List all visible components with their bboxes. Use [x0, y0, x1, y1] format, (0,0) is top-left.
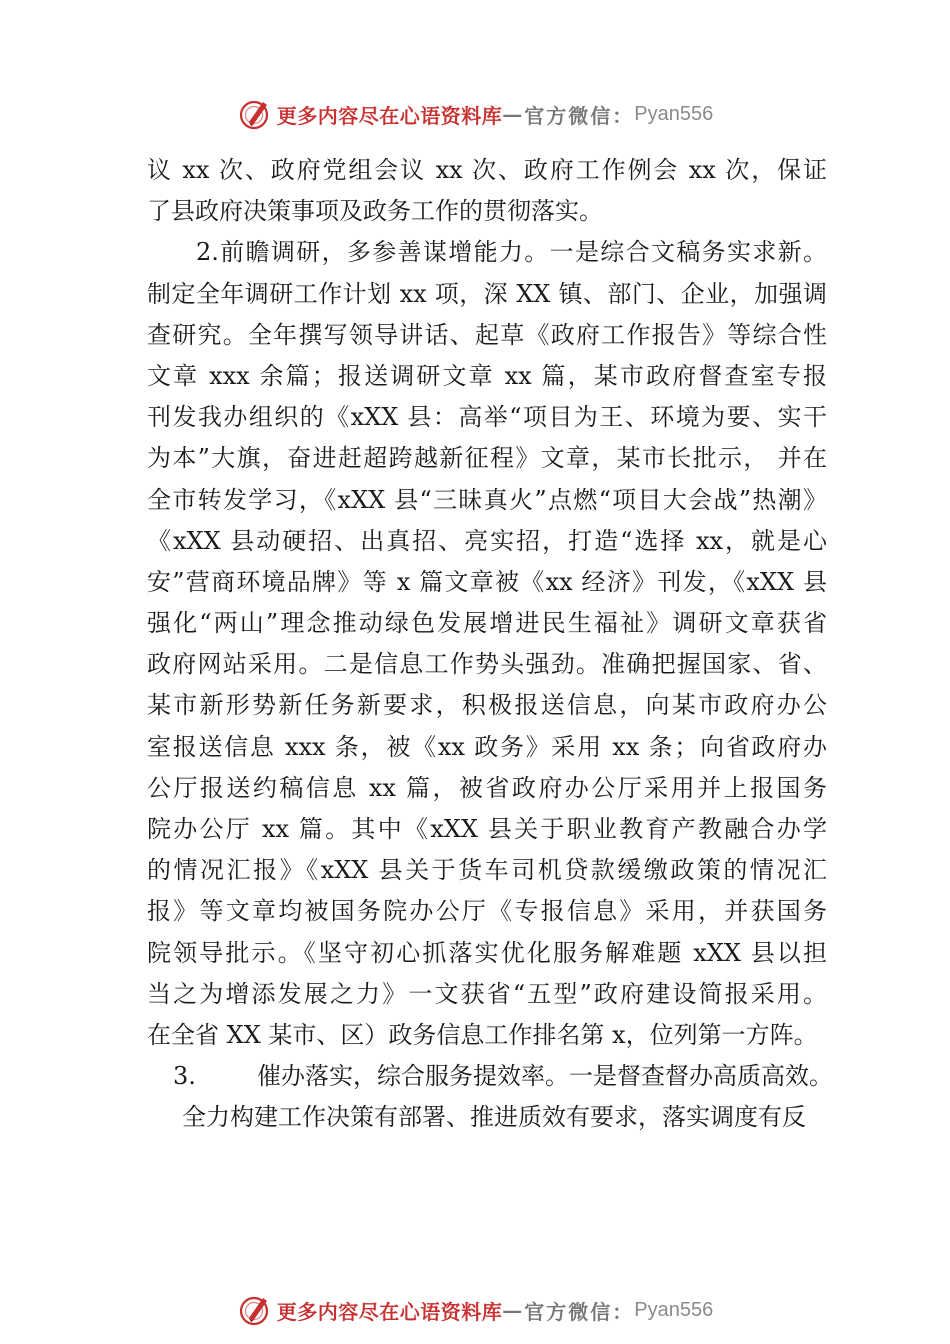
- text-line: 室报送信息 xxx 条，被《xx 政务》采用 xx 条；向省政府办: [147, 732, 827, 761]
- text-line: 制定全年调研工作计划 xx 项，深 XX 镇、部门、企业，加强调: [147, 279, 827, 308]
- text-line: 当之为增添发展之力》一文获省“五型”政府建设简报采用。: [147, 979, 827, 1008]
- text-line: 查研究。全年撰写领导讲话、起草《政府工作报告》等综合性: [147, 320, 827, 349]
- text-line: 某市新形势新任务新要求，积极报送信息，向某市政府办公: [147, 691, 827, 720]
- text-line: 在全省 XX 某市、区）政务信息工作排名第 x，位列第一方阵。: [147, 1020, 818, 1049]
- list-number: 3.: [173, 1062, 196, 1091]
- wechat-id: Pyan556: [634, 102, 714, 125]
- text-line: 议 xx 次、政府党组会议 xx 次、政府工作例会 xx 次，保证: [147, 156, 827, 184]
- list-item-3: [147, 1056, 833, 1097]
- text-line: 为本”大旗，奋进赶超跨越新征程》文章，某市长批示， 并在: [147, 444, 827, 473]
- text-line: 全市转发学习，《xXX 县“三昧真火”点燃“项目大会战”热潮》: [147, 485, 827, 514]
- brand-text: 更多内容尽在心语资料库: [276, 1299, 503, 1324]
- pen-nib-logo-icon: [237, 1292, 273, 1328]
- text-line: 强化“两山”理念推动绿色发展增进民生福祉》调研文章获省: [147, 609, 827, 638]
- text-line: 院办公厅 xx 篇。其中《xXX 县关于职业教育产教融合办学: [147, 815, 827, 843]
- text-line: 政府网站采用。二是信息工作势头强劲。准确把握国家、省、: [147, 650, 827, 679]
- pen-nib-logo-icon: [237, 96, 273, 132]
- document-body: [147, 150, 833, 1139]
- official-wechat-label: 官方微信：: [524, 103, 635, 128]
- text-line: 安”营商环境品牌》等 x 篇文章被《xx 经济》刊发，《xXX 县: [147, 567, 827, 596]
- text-line: 了县政府决策事项及政务工作的贯彻落实。: [147, 197, 603, 226]
- text-line: 刊发我办组织的《xXX 县：高举“项目为王、环境为要、实干: [147, 403, 827, 432]
- official-wechat-label: 官方微信：: [524, 1299, 635, 1324]
- text-line: 院领导批示。《坚守初心抓落实优化服务解难题 xXX 县以担: [147, 938, 827, 967]
- wechat-id: Pyan556: [634, 1298, 714, 1321]
- list-item-text: 催办落实，综合服务提效率。一是督查督办高质高效。: [257, 1062, 833, 1091]
- text-line: 全力构建工作决策有部署、推进质效有要求，落实调度有反: [182, 1103, 806, 1132]
- text-line: 2.前瞻调研，多参善谋增能力。一是综合文稿务实求新。: [196, 238, 827, 267]
- text-line: 的情况汇报》《xXX 县关于货车司机贷款缓缴政策的情况汇: [147, 856, 827, 885]
- text-line: 《xXX 县动硬招、出真招、亮实招，打造“选择 xx，就是心: [147, 526, 827, 555]
- header-banner: [0, 94, 950, 134]
- banner-dash: —: [502, 1298, 525, 1322]
- brand-text: 更多内容尽在心语资料库: [276, 103, 503, 128]
- footer-banner: [0, 1290, 950, 1330]
- text-line: 报》等文章均被国务院办公厅《专报信息》采用，并获国务: [147, 897, 827, 926]
- banner-dash: —: [502, 102, 525, 126]
- text-line: 文章 xxx 余篇；报送调研文章 xx 篇，某市政府督查室专报: [147, 361, 827, 390]
- text-line: 公厅报送约稿信息 xx 篇，被省政府办公厅采用并上报国务: [147, 773, 827, 802]
